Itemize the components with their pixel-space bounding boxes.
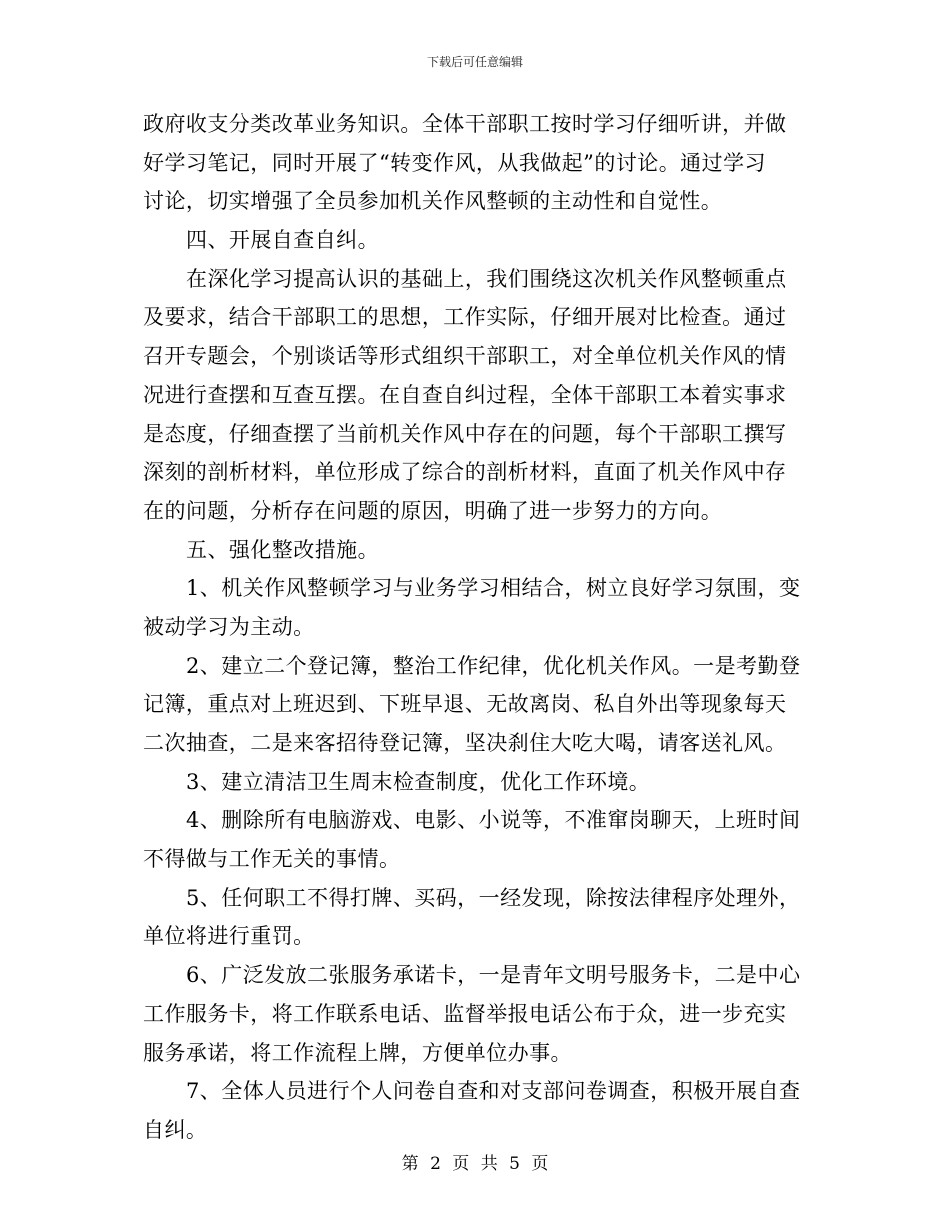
page-header-note: 下载后可任意编辑 — [426, 55, 523, 69]
list-item-line: 7、全体人员进行个人问卷自查和对支部问卷调查，积极开展自查 — [186, 1079, 801, 1104]
list-item-line: 1、机关作风整顿学习与业务学习相结合，树立良好学习氛围，变 — [186, 576, 801, 601]
page-number: 第 2 页 共 5 页 — [401, 1154, 549, 1174]
text-line: 被动学习为主动。 — [143, 614, 315, 639]
list-item-line: 2、建立二个登记簿，整治工作纪律，优化机关作风。一是考勤登 — [186, 653, 801, 678]
text-line: 是态度，仔细查摆了当前机关作风中存在的问题，每个干部职工撰写 — [143, 421, 787, 446]
text-line: 自纠。 — [143, 1117, 208, 1142]
list-item-line: 6、广泛发放二张服务承诺卡，一是青年文明号服务卡，二是中心 — [186, 963, 801, 988]
text-line: 况进行查摆和互查互摆。在自查自纠过程，全体干部职工本着实事求 — [143, 382, 787, 407]
list-item-line: 5、任何职工不得打牌、买码，一经发现，除按法律程序处理外， — [186, 885, 801, 910]
text-line: 在深化学习提高认识的基础上，我们围绕这次机关作风整顿重点 — [186, 266, 787, 291]
text-line: 召开专题会，个别谈话等形式组织干部职工，对全单位机关作风的情 — [143, 344, 787, 369]
text-line: 讨论，切实增强了全员参加机关作风整顿的主动性和自觉性。 — [143, 189, 723, 214]
text-line: 及要求，结合干部职工的思想，工作实际，仔细开展对比检查。通过 — [143, 305, 787, 330]
text-line: 政府收支分类改革业务知识。全体干部职工按时学习仔细听讲，并做 — [143, 112, 787, 136]
list-item-line: 3、建立清洁卫生周末检查制度，优化工作环境。 — [186, 769, 651, 794]
text-line: 好学习笔记，同时开展了“转变作风，从我做起”的讨论。通过学习 — [143, 150, 766, 175]
section-heading: 四、开展自查自纠。 — [186, 228, 380, 253]
text-line: 记簿，重点对上班迟到、下班早退、无故离岗、私自外出等现象每天 — [143, 692, 787, 717]
text-line: 在的问题，分析存在问题的原因，明确了进一步努力的方向。 — [143, 498, 723, 523]
text-line: 工作服务卡，将工作联系电话、监督举报电话公布于众，进一步充实 — [143, 1001, 787, 1026]
text-line: 二次抽查，二是来客招待登记簿，坚决刹住大吃大喝，请客送礼风。 — [143, 731, 787, 755]
list-item-line: 4、删除所有电脑游戏、电影、小说等，不准窜岗聊天，上班时间 — [186, 808, 801, 833]
section-heading: 五、强化整改措施。 — [186, 537, 380, 562]
text-line: 单位将进行重罚。 — [143, 924, 315, 949]
text-line: 深刻的剖析材料，单位形成了综合的剖析材料，直面了机关作风中存 — [143, 460, 787, 485]
text-line: 服务承诺，将工作流程上牌，方便单位办事。 — [143, 1040, 572, 1065]
document-body — [143, 105, 808, 1150]
text-line: 不得做与工作无关的事情。 — [143, 847, 401, 872]
